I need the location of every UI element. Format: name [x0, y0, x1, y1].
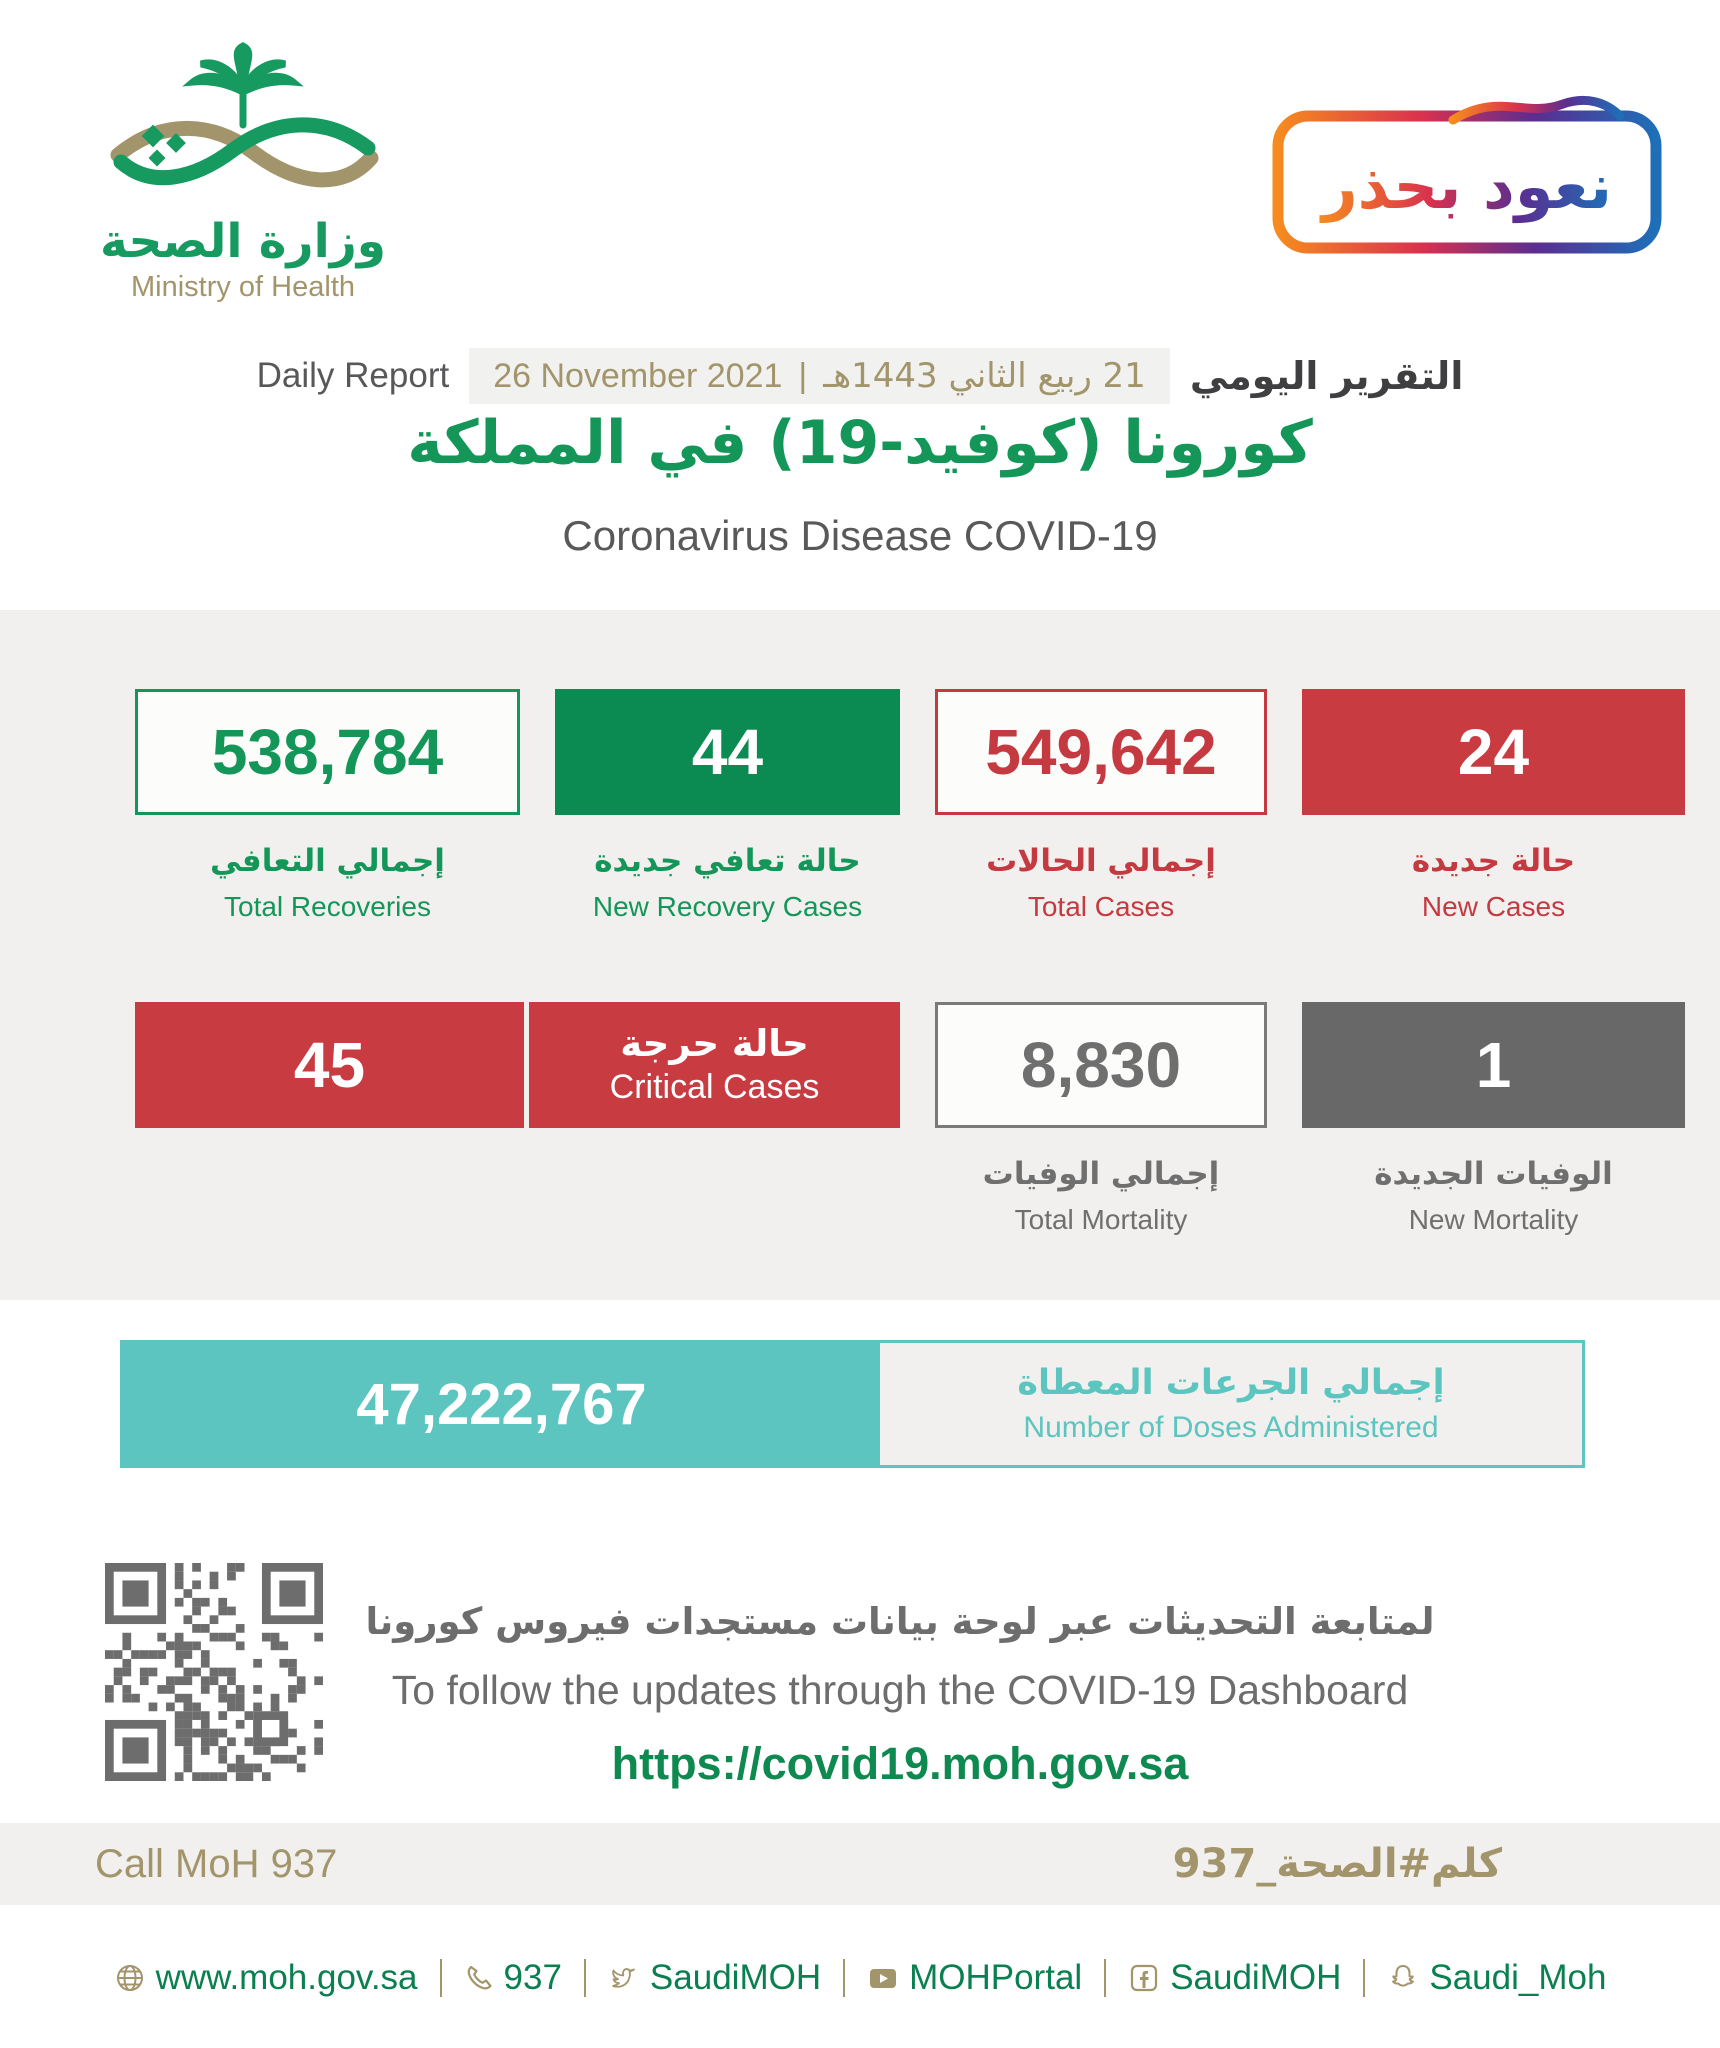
total-recoveries-tile: [135, 689, 520, 815]
footer-label: MOHPortal: [909, 1958, 1083, 1997]
new-mortality-value: 1: [1475, 1029, 1512, 1101]
total-recoveries-value: 538,784: [211, 716, 444, 788]
stat-critical-label: [529, 1002, 900, 1236]
stat-new-cases: [1302, 689, 1685, 923]
total-cases-label-ar: إجمالي الحالات: [986, 843, 1216, 879]
total-mortality-label-en: Total Mortality: [1014, 1204, 1188, 1235]
stat-total-mortality: [935, 1002, 1267, 1236]
critical-cases-label-tile: [529, 1002, 900, 1128]
twitter-icon: [608, 1962, 640, 1994]
footer-label: Saudi_Moh: [1429, 1958, 1607, 1997]
stat-total-cases: [935, 689, 1267, 923]
daily-report-label-ar: التقرير اليومي: [1189, 354, 1464, 398]
critical-cases-label-en: Critical Cases: [609, 1067, 820, 1106]
total-cases-label-en: Total Cases: [1027, 891, 1175, 922]
total-recoveries-label-ar: إجمالي التعافي: [210, 843, 445, 879]
total-cases-tile: [935, 689, 1267, 815]
footer-item-facebook[interactable]: [1128, 1958, 1341, 1998]
call-strip: [0, 1823, 1720, 1905]
facebook-icon: [1128, 1962, 1160, 1994]
badge-text: نعود بحذر: [1321, 150, 1613, 223]
stats-row-1: [135, 689, 1685, 923]
footer-separator: [440, 1959, 442, 1997]
new-cases-label-ar: حالة جديدة: [1411, 843, 1576, 879]
globe-icon: [114, 1962, 146, 1994]
moh-logo-mark: [93, 30, 393, 215]
footer-social-row: [0, 1958, 1720, 1998]
new-recoveries-value: 44: [691, 716, 764, 788]
stats-row-2: [135, 1002, 1685, 1236]
doses-label-en: Number of Doses Administered: [1023, 1411, 1439, 1444]
footer-label: www.moh.gov.sa: [155, 1958, 418, 1997]
footer-separator: [1104, 1959, 1106, 1997]
qr-code: [105, 1563, 323, 1781]
date-box: [469, 348, 1170, 404]
phone-icon: [464, 1963, 494, 1993]
stats-band: [0, 610, 1720, 1300]
footer-label: SaudiMOH: [1170, 1958, 1342, 1997]
footer-separator: [1363, 1959, 1365, 1997]
date-divider: |: [798, 356, 808, 395]
daily-report-label-en: Daily Report: [256, 356, 450, 395]
footer-item-youtube[interactable]: [867, 1958, 1082, 1998]
return-with-caution-badge: [1268, 78, 1668, 263]
page-title-english: Coronavirus Disease COVID-19: [562, 512, 1158, 559]
new-mortality-label-en: New Mortality: [1408, 1204, 1579, 1235]
stat-new-mortality: [1302, 1002, 1685, 1236]
date-gregorian: 26 November 2021: [493, 356, 783, 395]
moh-logo-arabic: وزارة الصحة: [100, 214, 386, 269]
report-date-row: [0, 348, 1720, 404]
doses-label-ar: إجمالي الجرعات المعطاة: [1017, 1363, 1445, 1403]
snapchat-icon: [1387, 1962, 1419, 1994]
new-cases-tile: [1302, 689, 1685, 815]
new-recoveries-tile: [555, 689, 900, 815]
call-moh-en: Call MoH 937: [95, 1841, 338, 1886]
stat-critical-value: [135, 1002, 524, 1236]
new-recoveries-label-en: New Recovery Cases: [592, 891, 863, 922]
critical-cases-value: 45: [293, 1029, 366, 1101]
total-recoveries-label-en: Total Recoveries: [224, 891, 431, 922]
dashboard-url-link[interactable]: https://covid19.moh.gov.sa: [611, 1738, 1189, 1789]
page-title-arabic: كورونا (كوفيد-19) في المملكة: [407, 408, 1313, 478]
footer-separator: [584, 1959, 586, 1997]
footer-item-website[interactable]: [114, 1958, 418, 1998]
doses-labels: [880, 1343, 1582, 1465]
footer-item-twitter[interactable]: [608, 1958, 821, 1998]
new-cases-label-en: New Cases: [1421, 891, 1566, 922]
stat-total-recoveries: [135, 689, 520, 923]
new-mortality-tile: [1302, 1002, 1685, 1128]
total-mortality-tile: [935, 1002, 1267, 1128]
stat-new-recoveries: [555, 689, 900, 923]
footer-separator: [843, 1959, 845, 1997]
moh-logo-english: Ministry of Health: [130, 271, 355, 303]
footer-label: 937: [503, 1958, 562, 1997]
doses-value: 47,222,767: [123, 1343, 880, 1465]
footer-item-phone[interactable]: [464, 1958, 562, 1998]
new-cases-value: 24: [1457, 716, 1530, 788]
moh-logo: [88, 30, 398, 304]
date-hijri: 21 ربيع الثاني 1443هـ: [823, 356, 1146, 396]
footer-label: SaudiMOH: [649, 1958, 822, 1997]
total-mortality-label-ar: إجمالي الوفيات: [982, 1156, 1220, 1192]
dashboard-line-en: To follow the updates through the COVID-19 Dashboard: [391, 1667, 1409, 1713]
critical-cases-label-ar: حالة حرجة: [620, 1022, 809, 1066]
doses-bar: [120, 1340, 1585, 1468]
total-cases-value: 549,642: [985, 716, 1217, 788]
youtube-icon: [867, 1962, 899, 1994]
call-moh-hashtag-ar: كلم#الصحة_937: [1172, 1841, 1502, 1887]
new-mortality-label-ar: الوفيات الجديدة: [1374, 1156, 1613, 1192]
critical-cases-value-tile: [135, 1002, 524, 1128]
footer-item-snapchat[interactable]: [1387, 1958, 1606, 1998]
dashboard-info: [340, 1600, 1460, 1790]
new-recoveries-label-ar: حالة تعافي جديدة: [594, 843, 861, 879]
dashboard-line-ar: لمتابعة التحديثات عبر لوحة بيانات مستجدات فيروس كورونا: [365, 1600, 1435, 1643]
total-mortality-value: 8,830: [1020, 1029, 1182, 1101]
